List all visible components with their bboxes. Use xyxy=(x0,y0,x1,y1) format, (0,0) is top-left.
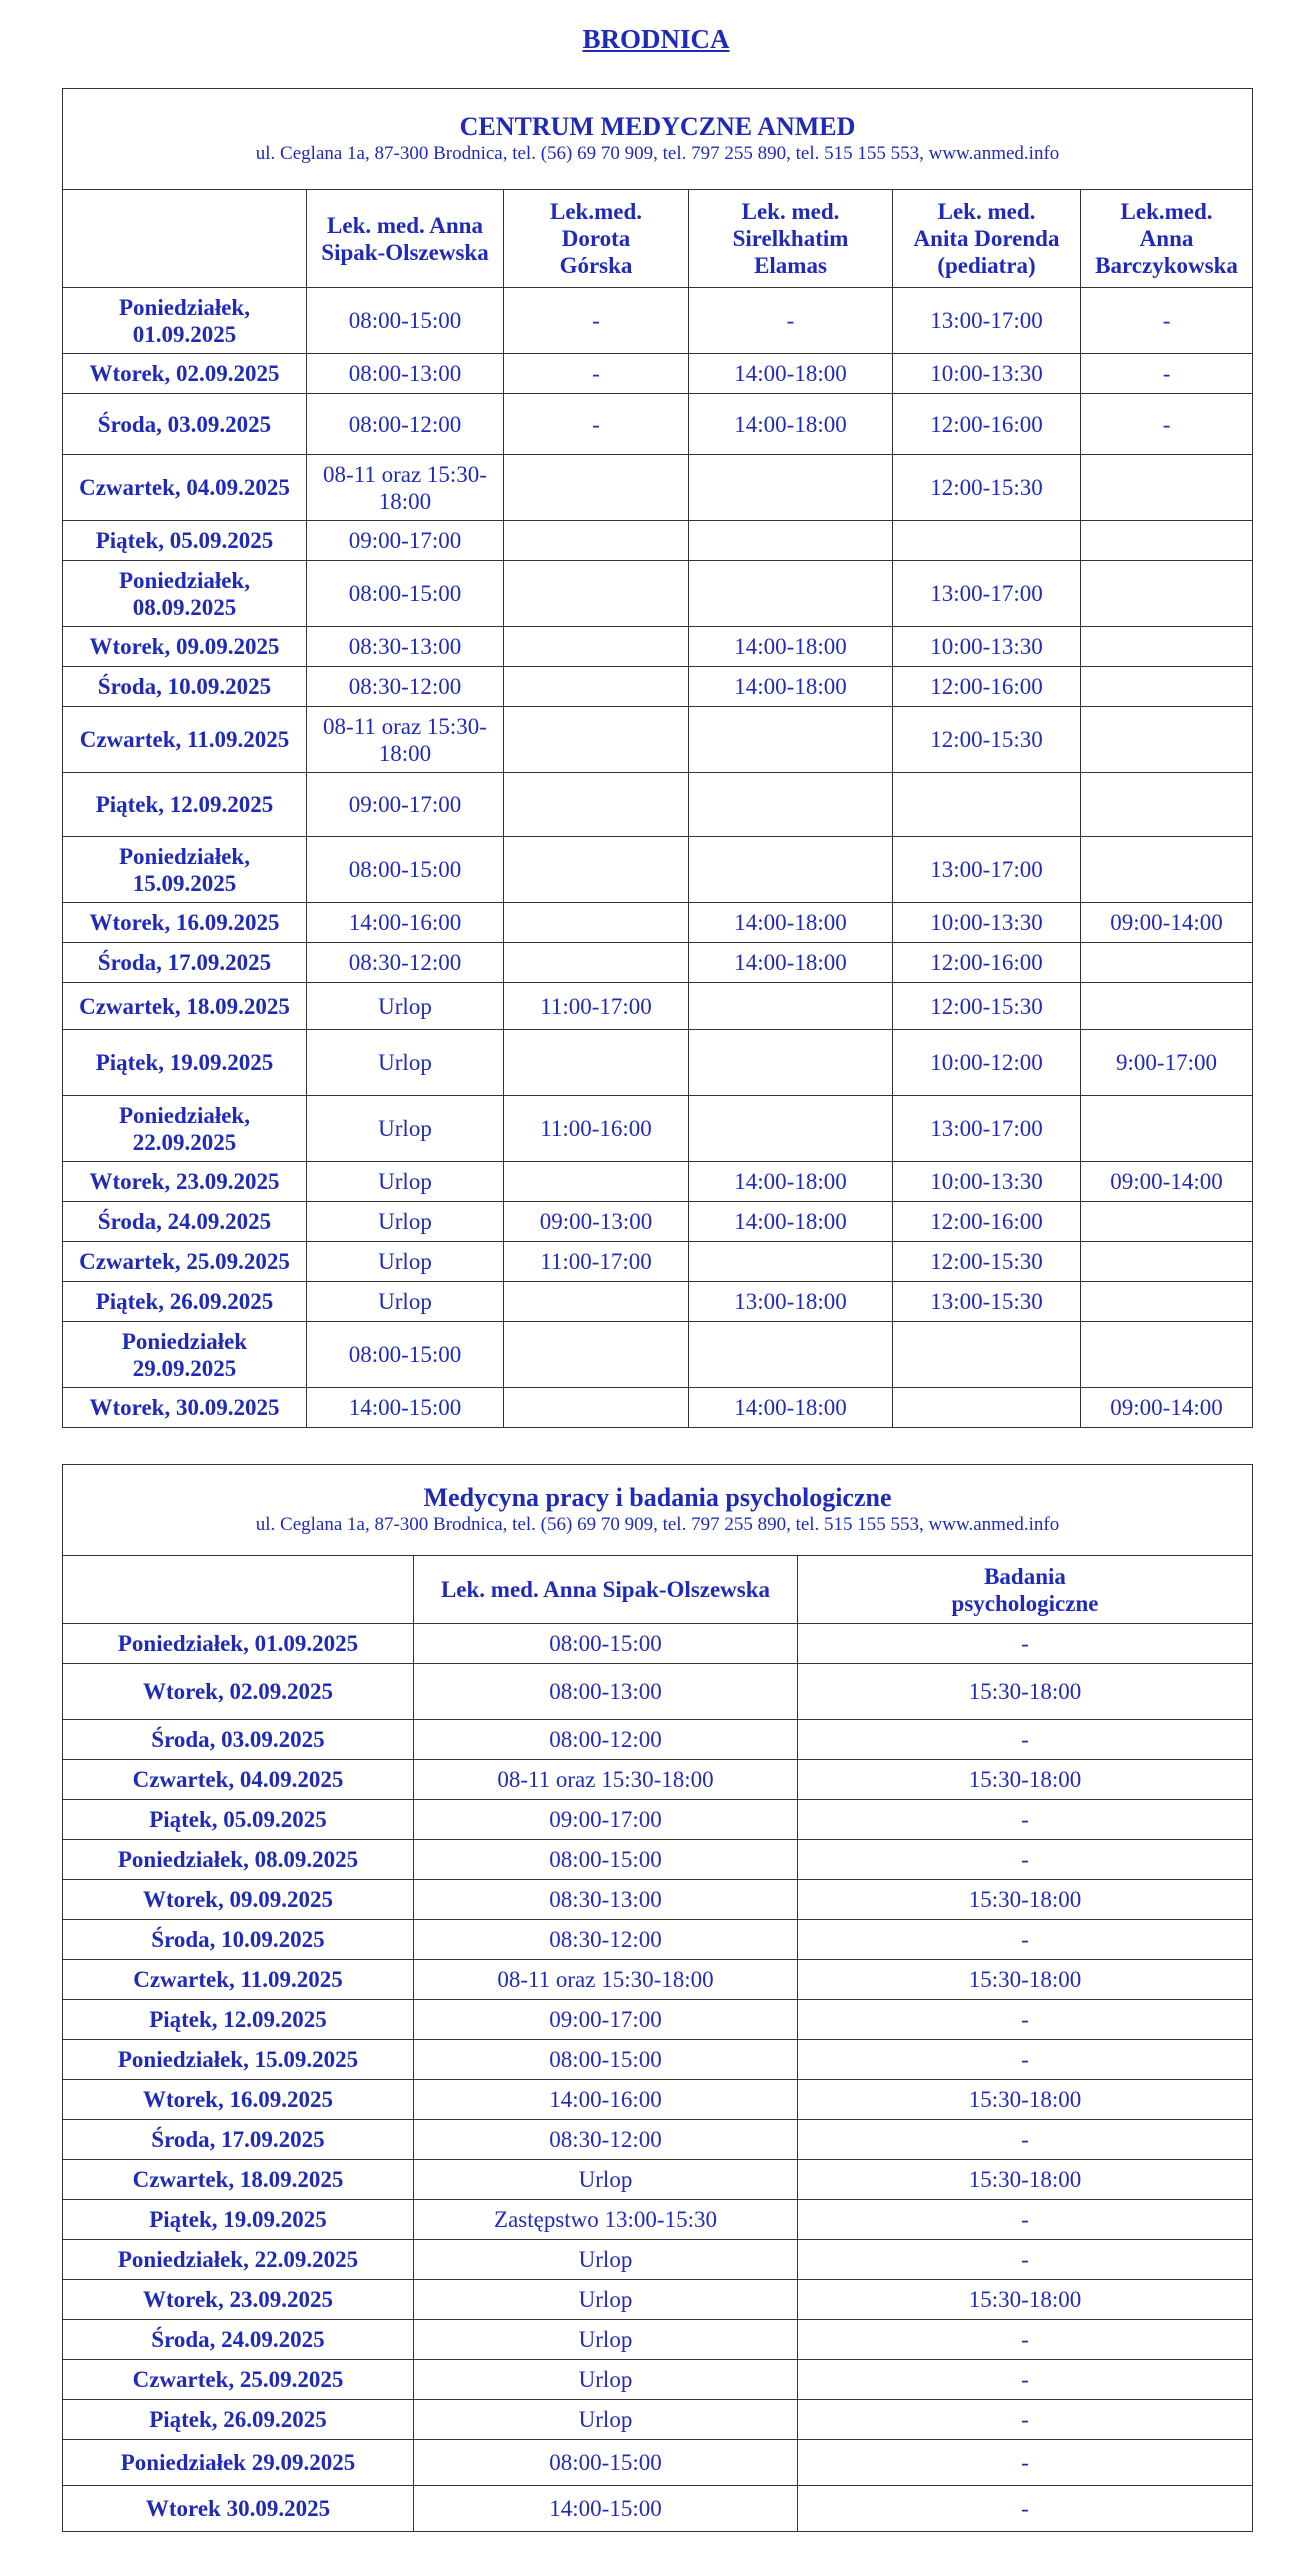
hours-cell: 13:00-18:00 xyxy=(689,1282,893,1322)
table-row xyxy=(63,1720,1253,1760)
table-row xyxy=(63,773,1253,837)
hours-cell xyxy=(1081,667,1253,707)
hours-cell: 08:00-15:00 xyxy=(414,2040,798,2080)
hours-cell: 09:00-14:00 xyxy=(1081,903,1253,943)
hours-cell: Urlop xyxy=(307,1242,504,1282)
hours-cell: Urlop xyxy=(414,2240,798,2280)
hours-cell: 09:00-17:00 xyxy=(307,773,504,837)
table-subtitle: ul. Ceglana 1a, 87-300 Brodnica, tel. (56) 69 70 909, tel. 797 255 890, tel. 515 155 553, www.anmed.info xyxy=(255,1514,1060,1535)
hours-cell: 11:00-17:00 xyxy=(504,1242,689,1282)
hours-cell: - xyxy=(504,394,689,455)
table-row xyxy=(63,2120,1253,2160)
day-cell: Wtorek, 23.09.2025 xyxy=(63,1162,307,1202)
column-header: Lek. med. Anita Dorenda (pediatra) xyxy=(893,190,1081,288)
day-cell: Piątek, 19.09.2025 xyxy=(63,1030,307,1096)
hours-cell: 08:00-12:00 xyxy=(307,394,504,455)
hours-cell xyxy=(1081,983,1253,1030)
hours-cell: 14:00-18:00 xyxy=(689,903,893,943)
hours-cell xyxy=(1081,627,1253,667)
day-cell: Piątek, 26.09.2025 xyxy=(63,2400,414,2440)
hours-cell: Urlop xyxy=(414,2280,798,2320)
column-header: Lek.med. Anna Barczykowska xyxy=(1081,190,1253,288)
table-row xyxy=(63,1388,1253,1428)
hours-cell: 08:00-15:00 xyxy=(414,1624,798,1664)
column-header xyxy=(63,190,307,288)
hours-cell: 14:00-18:00 xyxy=(689,667,893,707)
day-cell: Wtorek, 23.09.2025 xyxy=(63,2280,414,2320)
hours-cell xyxy=(504,903,689,943)
hours-cell: 15:30-18:00 xyxy=(798,2160,1253,2200)
column-header-row xyxy=(63,1556,1253,1624)
day-cell: Piątek, 12.09.2025 xyxy=(63,2000,414,2040)
hours-cell: 08:00-12:00 xyxy=(414,1720,798,1760)
hours-cell: 14:00-18:00 xyxy=(689,394,893,455)
day-cell: Wtorek, 30.09.2025 xyxy=(63,1388,307,1428)
hours-cell: 15:30-18:00 xyxy=(798,1664,1253,1720)
column-header xyxy=(63,1556,414,1624)
table-subtitle: ul. Ceglana 1a, 87-300 Brodnica, tel. (56) 69 70 909, tel. 797 255 890, tel. 515 155 553, www.anmed.info xyxy=(255,143,1060,164)
hours-cell: 08:30-12:00 xyxy=(307,943,504,983)
hours-cell: 14:00-15:00 xyxy=(307,1388,504,1428)
hours-cell: 09:00-17:00 xyxy=(307,521,504,561)
hours-cell: 15:30-18:00 xyxy=(798,1880,1253,1920)
hours-cell: 14:00-15:00 xyxy=(414,2486,798,2532)
day-cell: Wtorek, 09.09.2025 xyxy=(63,627,307,667)
hours-cell: 08:00-15:00 xyxy=(307,561,504,627)
table-title: Medycyna pracy i badania psychologiczne xyxy=(423,1483,892,1512)
table-row xyxy=(63,1242,1253,1282)
hours-cell xyxy=(1081,1322,1253,1388)
hours-cell: 08:30-12:00 xyxy=(414,2120,798,2160)
table-row xyxy=(63,707,1253,773)
hours-cell: 12:00-15:30 xyxy=(893,455,1081,521)
hours-cell xyxy=(689,707,893,773)
table-row xyxy=(63,2000,1253,2040)
hours-cell: 08:00-15:00 xyxy=(307,1322,504,1388)
hours-cell: Urlop xyxy=(307,1202,504,1242)
table-row xyxy=(63,2280,1253,2320)
day-cell: Poniedziałek, 01.09.2025 xyxy=(63,1624,414,1664)
table-row xyxy=(63,1880,1253,1920)
day-cell: Środa, 24.09.2025 xyxy=(63,1202,307,1242)
day-cell: Środa, 10.09.2025 xyxy=(63,1920,414,1960)
hours-cell xyxy=(689,561,893,627)
hours-cell: 12:00-16:00 xyxy=(893,1202,1081,1242)
hours-cell: - xyxy=(798,1624,1253,1664)
hours-cell: - xyxy=(798,2200,1253,2240)
hours-cell: 12:00-15:30 xyxy=(893,983,1081,1030)
table-row xyxy=(63,943,1253,983)
hours-cell: 12:00-15:30 xyxy=(893,1242,1081,1282)
day-cell: Poniedziałek, 15.09.2025 xyxy=(63,2040,414,2080)
day-cell: Poniedziałek, 08.09.2025 xyxy=(63,1840,414,1880)
hours-cell: 08-11 oraz 15:30- 18:00 xyxy=(307,707,504,773)
day-cell: Wtorek, 16.09.2025 xyxy=(63,2080,414,2120)
hours-cell: - xyxy=(798,1720,1253,1760)
table-row xyxy=(63,1162,1253,1202)
table-row xyxy=(63,667,1253,707)
day-cell: Poniedziałek, 22.09.2025 xyxy=(63,2240,414,2280)
hours-cell: 09:00-14:00 xyxy=(1081,1388,1253,1428)
hours-cell xyxy=(504,1030,689,1096)
hours-cell xyxy=(1081,1282,1253,1322)
hours-cell: - xyxy=(798,2000,1253,2040)
hours-cell: 08-11 oraz 15:30-18:00 xyxy=(414,1760,798,1800)
table-row xyxy=(63,983,1253,1030)
day-cell: Poniedziałek 29.09.2025 xyxy=(63,2440,414,2486)
hours-cell: 13:00-17:00 xyxy=(893,1096,1081,1162)
hours-cell xyxy=(504,773,689,837)
day-cell: Środa, 17.09.2025 xyxy=(63,2120,414,2160)
hours-cell xyxy=(504,1162,689,1202)
hours-cell: 11:00-17:00 xyxy=(504,983,689,1030)
table-row xyxy=(63,1800,1253,1840)
hours-cell: 12:00-16:00 xyxy=(893,667,1081,707)
day-cell: Piątek, 19.09.2025 xyxy=(63,2200,414,2240)
day-cell: Czwartek, 04.09.2025 xyxy=(63,455,307,521)
day-cell: Czwartek, 25.09.2025 xyxy=(63,2360,414,2400)
hours-cell xyxy=(689,1096,893,1162)
hours-cell xyxy=(689,455,893,521)
day-cell: Wtorek, 02.09.2025 xyxy=(63,1664,414,1720)
day-cell: Poniedziałek 29.09.2025 xyxy=(63,1322,307,1388)
table-row xyxy=(63,2080,1253,2120)
hours-cell: Urlop xyxy=(307,1030,504,1096)
table-row xyxy=(63,561,1253,627)
hours-cell: - xyxy=(798,2400,1253,2440)
column-header: Lek. med. Anna Sipak-Olszewska xyxy=(414,1556,798,1624)
hours-cell: 12:00-16:00 xyxy=(893,394,1081,455)
hours-cell: 08:00-15:00 xyxy=(307,288,504,354)
hours-cell: 13:00-17:00 xyxy=(893,837,1081,903)
hours-cell: Urlop xyxy=(307,983,504,1030)
hours-cell: 08:00-13:00 xyxy=(307,354,504,394)
hours-cell xyxy=(893,1388,1081,1428)
page-title: BRODNICA xyxy=(582,24,730,54)
day-cell: Środa, 10.09.2025 xyxy=(63,667,307,707)
hours-cell xyxy=(1081,455,1253,521)
day-cell: Czwartek, 04.09.2025 xyxy=(63,1760,414,1800)
day-cell: Środa, 03.09.2025 xyxy=(63,394,307,455)
anmed-schedule-table xyxy=(62,88,1253,1428)
hours-cell xyxy=(504,707,689,773)
hours-cell xyxy=(504,1282,689,1322)
hours-cell xyxy=(1081,837,1253,903)
hours-cell: 10:00-13:30 xyxy=(893,903,1081,943)
day-cell: Piątek, 12.09.2025 xyxy=(63,773,307,837)
hours-cell: 14:00-16:00 xyxy=(307,903,504,943)
hours-cell: 11:00-16:00 xyxy=(504,1096,689,1162)
table-row xyxy=(63,627,1253,667)
hours-cell xyxy=(504,455,689,521)
day-cell: Piątek, 05.09.2025 xyxy=(63,521,307,561)
hours-cell xyxy=(1081,707,1253,773)
hours-cell: 09:00-17:00 xyxy=(414,1800,798,1840)
day-cell: Poniedziałek, 22.09.2025 xyxy=(63,1096,307,1162)
table-row xyxy=(63,1760,1253,1800)
hours-cell: 15:30-18:00 xyxy=(798,2280,1253,2320)
hours-cell: Urlop xyxy=(307,1282,504,1322)
column-header: Lek. med. Sirelkhatim Elamas xyxy=(689,190,893,288)
hours-cell: 12:00-15:30 xyxy=(893,707,1081,773)
hours-cell: - xyxy=(798,2120,1253,2160)
day-cell: Czwartek, 11.09.2025 xyxy=(63,707,307,773)
hours-cell xyxy=(893,1322,1081,1388)
table-row xyxy=(63,2486,1253,2532)
hours-cell xyxy=(1081,773,1253,837)
hours-cell: 15:30-18:00 xyxy=(798,1960,1253,2000)
table-row xyxy=(63,1030,1253,1096)
table-row xyxy=(63,1840,1253,1880)
hours-cell: 08:30-12:00 xyxy=(414,1920,798,1960)
day-cell: Środa, 17.09.2025 xyxy=(63,943,307,983)
hours-cell xyxy=(1081,943,1253,983)
hours-cell: 08:30-12:00 xyxy=(307,667,504,707)
hours-cell xyxy=(1081,1096,1253,1162)
day-cell: Poniedziałek, 15.09.2025 xyxy=(63,837,307,903)
hours-cell: 9:00-17:00 xyxy=(1081,1030,1253,1096)
table-row xyxy=(63,837,1253,903)
hours-cell xyxy=(504,1388,689,1428)
day-cell: Piątek, 26.09.2025 xyxy=(63,1282,307,1322)
table-row xyxy=(63,2200,1253,2240)
hours-cell xyxy=(504,627,689,667)
table-header xyxy=(63,1465,1253,1556)
table-row xyxy=(63,1920,1253,1960)
hours-cell: - xyxy=(1081,354,1253,394)
table-row xyxy=(63,455,1253,521)
column-header-row xyxy=(63,190,1253,288)
hours-cell: 10:00-13:30 xyxy=(893,627,1081,667)
hours-cell: - xyxy=(504,288,689,354)
table-row xyxy=(63,288,1253,354)
hours-cell xyxy=(689,773,893,837)
hours-cell: - xyxy=(798,2486,1253,2532)
hours-cell: 15:30-18:00 xyxy=(798,1760,1253,1800)
hours-cell: - xyxy=(798,1840,1253,1880)
hours-cell: Urlop xyxy=(414,2160,798,2200)
hours-cell xyxy=(689,1322,893,1388)
hours-cell: - xyxy=(798,2240,1253,2280)
hours-cell: 14:00-18:00 xyxy=(689,354,893,394)
hours-cell xyxy=(1081,1202,1253,1242)
hours-cell: - xyxy=(504,354,689,394)
table-row xyxy=(63,1322,1253,1388)
hours-cell xyxy=(689,983,893,1030)
hours-cell: 14:00-18:00 xyxy=(689,1388,893,1428)
hours-cell xyxy=(504,667,689,707)
table-row xyxy=(63,394,1253,455)
hours-cell xyxy=(504,521,689,561)
day-cell: Czwartek, 11.09.2025 xyxy=(63,1960,414,2000)
table-row xyxy=(63,2400,1253,2440)
hours-cell: - xyxy=(798,1800,1253,1840)
table-row xyxy=(63,1960,1253,2000)
table-row xyxy=(63,1096,1253,1162)
day-cell: Czwartek, 18.09.2025 xyxy=(63,2160,414,2200)
table-row xyxy=(63,2360,1253,2400)
hours-cell xyxy=(1081,1242,1253,1282)
hours-cell xyxy=(504,837,689,903)
hours-cell: 08:30-13:00 xyxy=(307,627,504,667)
table-row xyxy=(63,2160,1253,2200)
hours-cell xyxy=(689,521,893,561)
hours-cell: - xyxy=(798,2360,1253,2400)
hours-cell xyxy=(504,1322,689,1388)
hours-cell: Urlop xyxy=(414,2360,798,2400)
hours-cell: Zastępstwo 13:00-15:30 xyxy=(414,2200,798,2240)
day-cell: Poniedziałek, 01.09.2025 xyxy=(63,288,307,354)
hours-cell: - xyxy=(798,2040,1253,2080)
hours-cell: 14:00-18:00 xyxy=(689,1202,893,1242)
table-row xyxy=(63,2320,1253,2360)
table-row xyxy=(63,2240,1253,2280)
hours-cell: Urlop xyxy=(414,2320,798,2360)
hours-cell xyxy=(689,837,893,903)
hours-cell: - xyxy=(798,2320,1253,2360)
day-cell: Wtorek, 02.09.2025 xyxy=(63,354,307,394)
hours-cell: 08-11 oraz 15:30-18:00 xyxy=(414,1960,798,2000)
hours-cell xyxy=(1081,521,1253,561)
hours-cell xyxy=(504,561,689,627)
hours-cell: 13:00-17:00 xyxy=(893,561,1081,627)
table-header xyxy=(63,89,1253,190)
hours-cell: 13:00-15:30 xyxy=(893,1282,1081,1322)
day-cell: Środa, 03.09.2025 xyxy=(63,1720,414,1760)
table-row xyxy=(63,1624,1253,1664)
table-row xyxy=(63,2440,1253,2486)
day-cell: Wtorek, 09.09.2025 xyxy=(63,1880,414,1920)
day-cell: Środa, 24.09.2025 xyxy=(63,2320,414,2360)
hours-cell: 10:00-13:30 xyxy=(893,354,1081,394)
table-row xyxy=(63,1664,1253,1720)
hours-cell: 08:00-13:00 xyxy=(414,1664,798,1720)
hours-cell: Urlop xyxy=(307,1096,504,1162)
table-title: CENTRUM MEDYCZNE ANMED xyxy=(459,112,856,141)
hours-cell: - xyxy=(798,2440,1253,2486)
hours-cell xyxy=(893,521,1081,561)
column-header: Badania psychologiczne xyxy=(798,1556,1253,1624)
day-cell: Czwartek, 25.09.2025 xyxy=(63,1242,307,1282)
column-header: Lek. med. Anna Sipak-Olszewska xyxy=(307,190,504,288)
hours-cell: 09:00-13:00 xyxy=(504,1202,689,1242)
hours-cell: Urlop xyxy=(414,2400,798,2440)
hours-cell: - xyxy=(689,288,893,354)
hours-cell: 08-11 oraz 15:30- 18:00 xyxy=(307,455,504,521)
table-row xyxy=(63,1282,1253,1322)
hours-cell: 08:00-15:00 xyxy=(414,1840,798,1880)
hours-cell: 15:30-18:00 xyxy=(798,2080,1253,2120)
day-cell: Czwartek, 18.09.2025 xyxy=(63,983,307,1030)
hours-cell: Urlop xyxy=(307,1162,504,1202)
hours-cell xyxy=(1081,561,1253,627)
hours-cell: - xyxy=(798,1920,1253,1960)
hours-cell: 08:30-13:00 xyxy=(414,1880,798,1920)
table-row xyxy=(63,521,1253,561)
table-row xyxy=(63,2040,1253,2080)
day-cell: Poniedziałek, 08.09.2025 xyxy=(63,561,307,627)
hours-cell: 10:00-13:30 xyxy=(893,1162,1081,1202)
hours-cell: 08:00-15:00 xyxy=(414,2440,798,2486)
table-row xyxy=(63,903,1253,943)
day-cell: Piątek, 05.09.2025 xyxy=(63,1800,414,1840)
hours-cell: 14:00-18:00 xyxy=(689,627,893,667)
hours-cell xyxy=(893,773,1081,837)
hours-cell: 14:00-16:00 xyxy=(414,2080,798,2120)
occupational-medicine-table xyxy=(62,1464,1253,2532)
hours-cell xyxy=(689,1242,893,1282)
hours-cell: 14:00-18:00 xyxy=(689,1162,893,1202)
hours-cell: 13:00-17:00 xyxy=(893,288,1081,354)
column-header: Lek.med. Dorota Górska xyxy=(504,190,689,288)
hours-cell xyxy=(689,1030,893,1096)
hours-cell: 09:00-17:00 xyxy=(414,2000,798,2040)
hours-cell: - xyxy=(1081,394,1253,455)
hours-cell: 10:00-12:00 xyxy=(893,1030,1081,1096)
hours-cell: 08:00-15:00 xyxy=(307,837,504,903)
hours-cell: - xyxy=(1081,288,1253,354)
hours-cell: 12:00-16:00 xyxy=(893,943,1081,983)
day-cell: Wtorek 30.09.2025 xyxy=(63,2486,414,2532)
day-cell: Wtorek, 16.09.2025 xyxy=(63,903,307,943)
hours-cell: 14:00-18:00 xyxy=(689,943,893,983)
hours-cell xyxy=(504,943,689,983)
hours-cell: 09:00-14:00 xyxy=(1081,1162,1253,1202)
table-row xyxy=(63,354,1253,394)
table-row xyxy=(63,1202,1253,1242)
